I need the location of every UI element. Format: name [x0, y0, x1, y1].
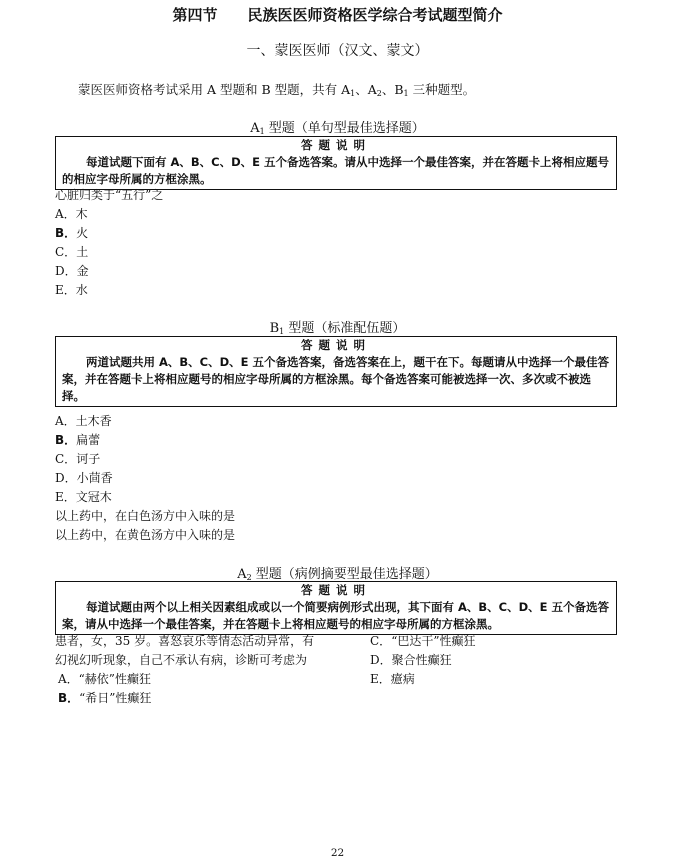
b1-option-e: E．文冠木: [55, 490, 112, 504]
a1-option-e: E．水: [55, 283, 88, 297]
a2-question-line-1: 患者，女，35 岁。喜怒哀乐等情态活动异常，有: [55, 634, 315, 648]
a1-option-b: B．火: [55, 226, 89, 240]
a1-question: 心脏归类于“五行”之: [55, 188, 164, 202]
b1-option-b: B．扁蕾: [55, 433, 101, 447]
a2-instructions-box: [55, 581, 617, 635]
a1-instructions-box: [55, 136, 617, 190]
a2-option-b: B．“希日”性癫狂: [58, 691, 152, 705]
page-number: 22: [330, 847, 345, 859]
b1-instructions-body: 两道试题共用 A、B、C、D、E 五个备选答案，备选答案在上，题干在下。每题请从中选择一个最佳答案，并在答题卡上将相应题号的相应字母所属的方框涂黑。每个备选答案可能被选择一次、多次或不被选择。: [62, 355, 610, 403]
b1-question-1: 以上药中，在白色汤方中入味的是: [55, 509, 236, 523]
b1-option-d: D．小茴香: [55, 471, 113, 485]
section-title: 民族医医师资格医学综合考试题型简介: [247, 6, 503, 24]
b1-question-2: 以上药中，在黄色汤方中入味的是: [55, 528, 236, 542]
b1-option-a: A．土木香: [55, 414, 112, 428]
a1-option-c: C．土: [55, 245, 89, 259]
section-heading: [0, 4, 675, 25]
a2-section-title: $A_2$ 型题（病例摘要型最佳选择题）: [237, 567, 438, 582]
a1-instructions-body: 每道试题下面有 A、B、C、D、E 五个备选答案。请从中选择一个最佳答案，并在答题卡上将相应题号的相应字母所属的方框涂黑。: [62, 155, 610, 186]
b1-section-title: $B_1$ 型题（标准配伍题）: [269, 321, 406, 336]
b1-instructions-box: [55, 336, 617, 407]
b1-instructions-title: 答题说明: [301, 338, 371, 352]
a2-option-c: C．“巴达干”性癫狂: [370, 634, 476, 648]
a1-section-title: $A_1$ 型题（单句型最佳选择题）: [250, 121, 425, 136]
subsection-heading: 一、蒙医医师（汉文、蒙文）: [246, 43, 429, 59]
a2-instructions-body: 每道试题由两个以上相关因素组成或以一个简要病例形式出现，其下面有 A、B、C、D、E 五个备选答案，请从中选择一个最佳答案，并在答题卡上将相应题号的相应字母所属的方框涂黑。: [62, 600, 610, 631]
section-number: 第四节: [172, 6, 218, 24]
a1-instructions-title: 答题说明: [301, 138, 371, 152]
a1-option-d: D．金: [55, 264, 89, 278]
a2-instructions-title: 答题说明: [301, 583, 371, 597]
a1-option-a: A．木: [55, 207, 88, 221]
a2-question-line-2: 幻视幻听现象，自己不承认有病，诊断可考虑为: [55, 653, 308, 667]
a2-option-a: A．“赫依”性癫狂: [58, 672, 151, 686]
a2-option-d: D．聚合性癫狂: [370, 653, 452, 667]
b1-option-c: C．诃子: [55, 452, 101, 466]
intro-paragraph: 蒙医医师资格考试采用 A 型题和 B 型题，共有 $A_1$、$A_2$、$B_1$ 三种题型。: [78, 82, 476, 98]
a2-option-e: E．癔病: [370, 672, 415, 686]
